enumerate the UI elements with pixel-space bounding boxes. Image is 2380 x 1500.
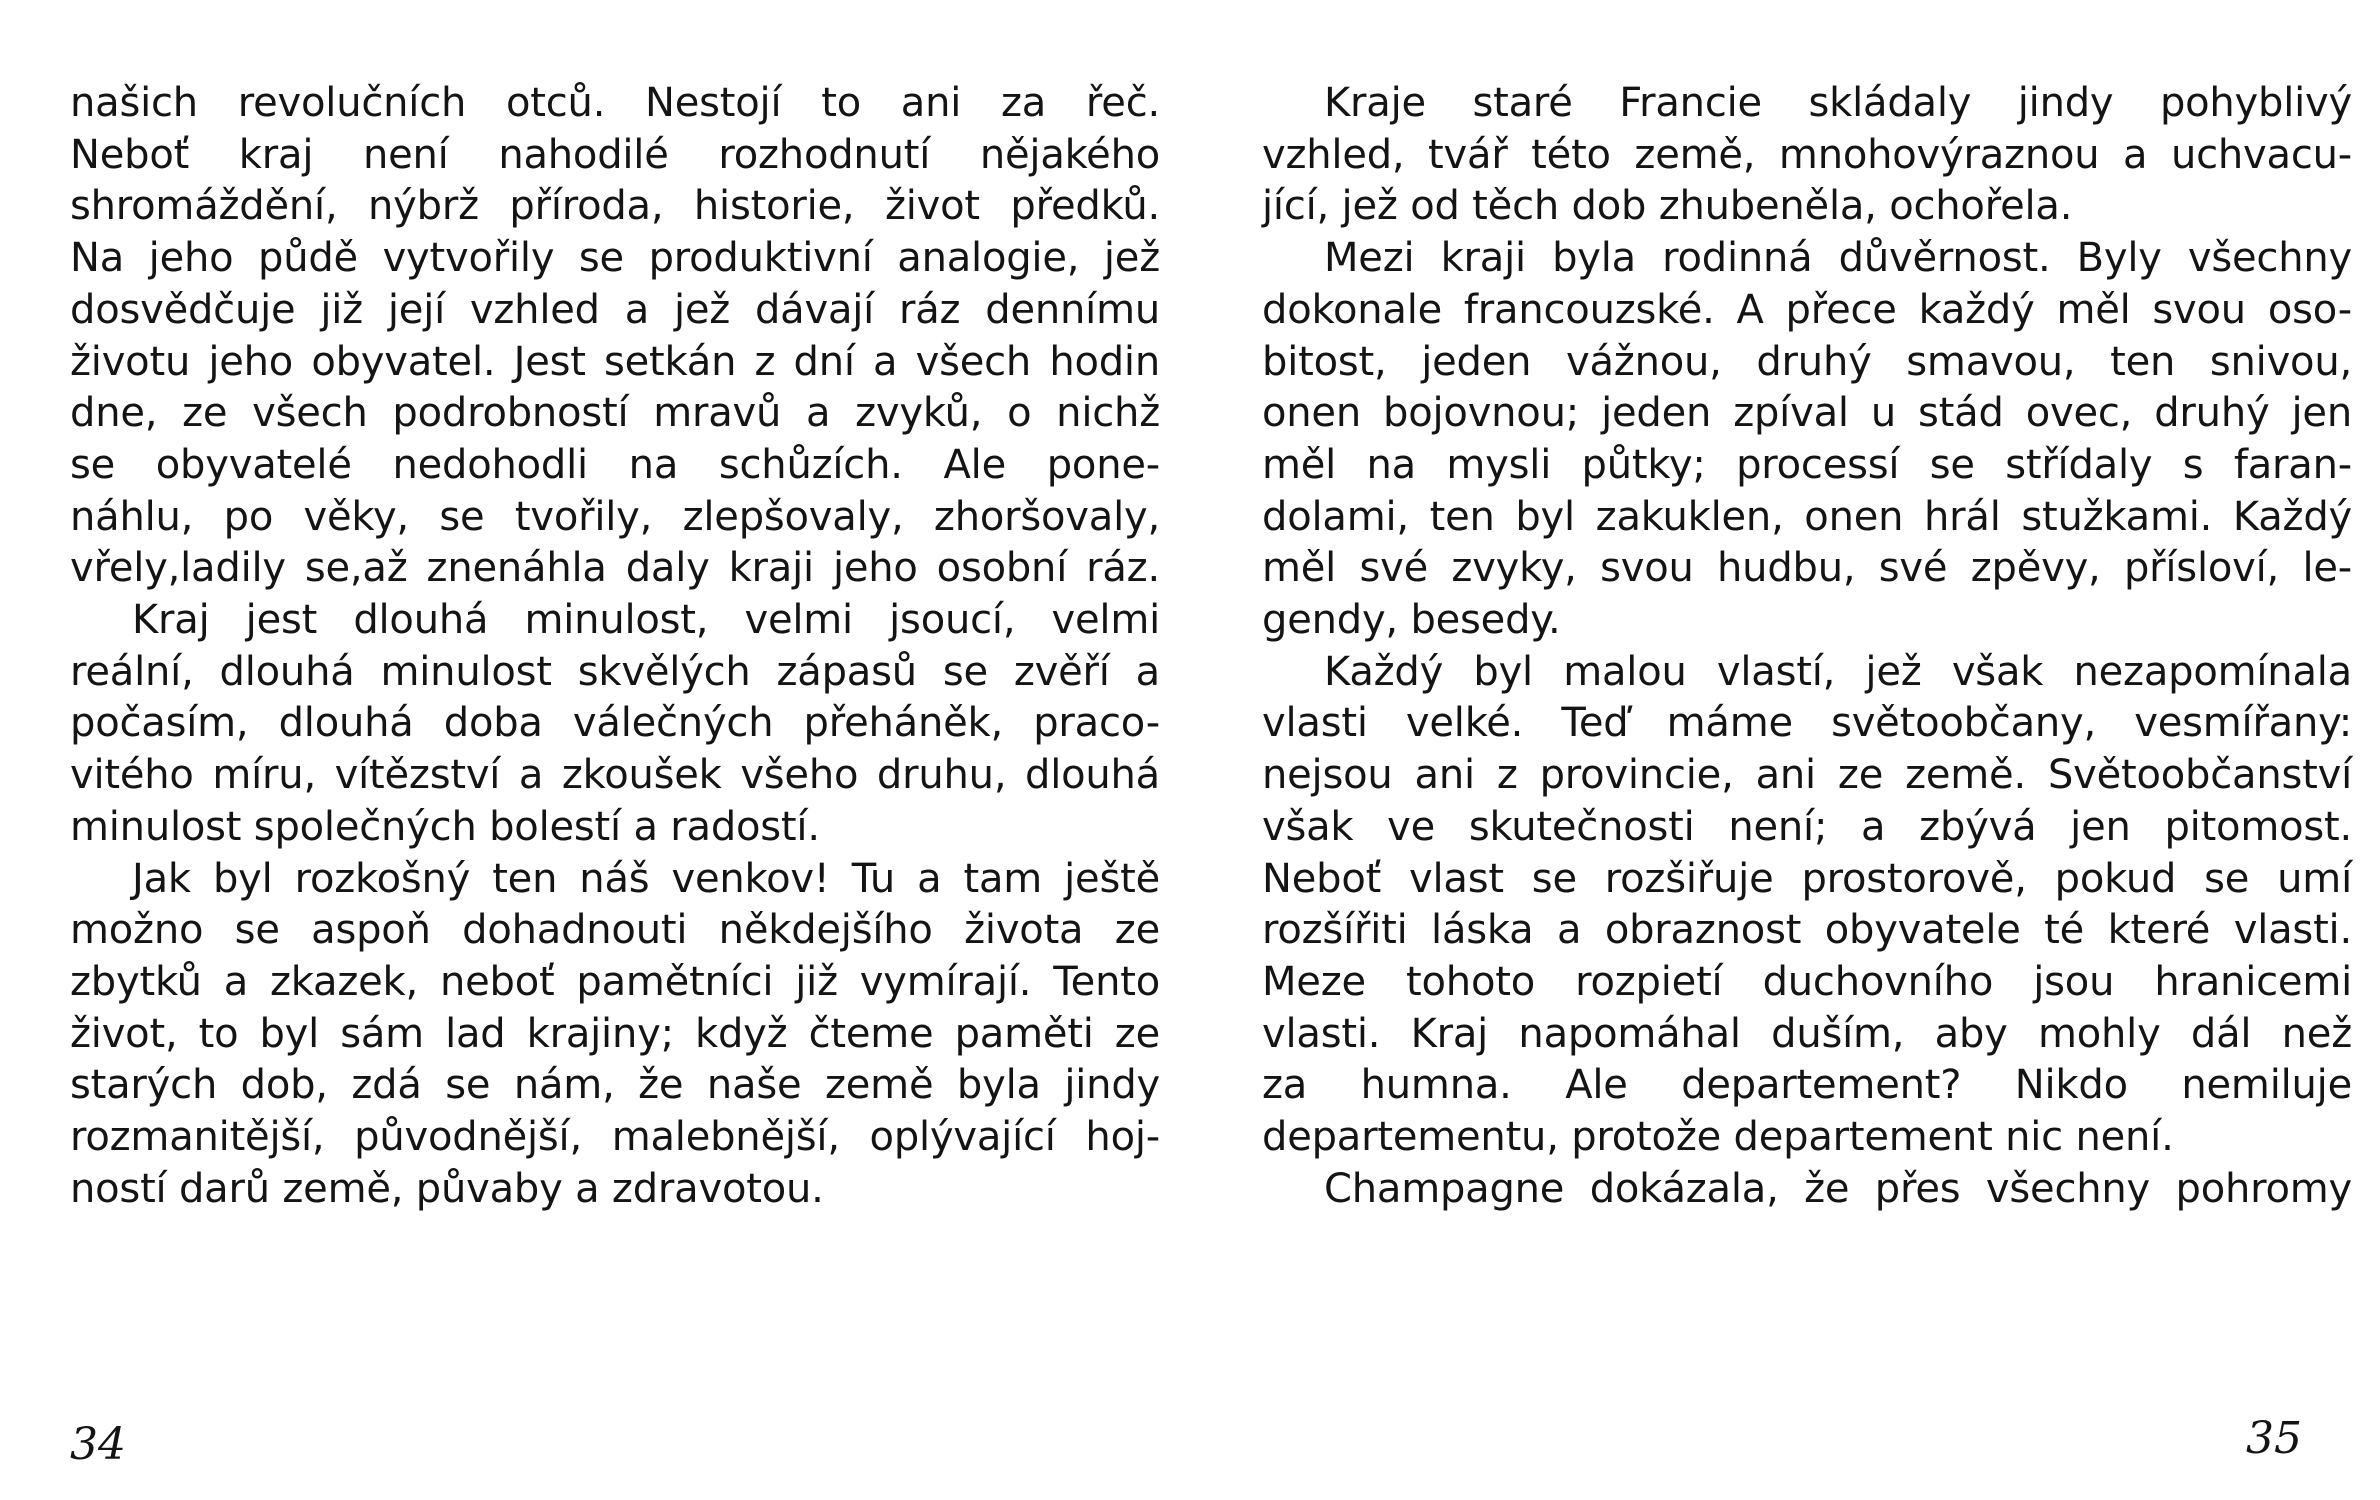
paragraph [1262, 78, 2352, 233]
paragraph [70, 78, 1160, 595]
text-line: shromáždění, nýbrž příroda, historie, život předků. [70, 183, 1160, 230]
page-number-left: 34 [70, 1419, 126, 1470]
paragraph [1262, 1164, 2352, 1216]
text-line: departementu, protože departement nic není. [1262, 1114, 2174, 1161]
text-line: našich revolučních otců. Nestojí to ani za řeč. [70, 80, 1160, 126]
text-line: nejsou ani z provincie, ani ze země. Světoobčanství [1262, 752, 2352, 799]
right-page-text [1262, 78, 2352, 1215]
page-number-right: 35 [2246, 1413, 2302, 1464]
text-line: dokonale francouzské. A přece každý měl svou oso- [1262, 286, 2352, 333]
text-line: Champagne dokázala, že přes všechny pohromy [1324, 1165, 2352, 1212]
text-line: vlasti. Kraj napomáhal duším, aby mohly dál než [1262, 1010, 2352, 1057]
paragraph [70, 595, 1160, 854]
text-line: život, to byl sám lad krajiny; když čteme paměti ze [70, 1010, 1160, 1057]
text-line: vlasti velké. Teď máme světoobčany, vesmířany: [1262, 700, 2352, 747]
text-line: vzhled, tvář této země, mnohovýraznou a uchvacu- [1262, 131, 2352, 178]
paragraph [70, 854, 1160, 1216]
text-line: měl na mysli půtky; processí se střídaly s faran- [1262, 441, 2352, 488]
text-line: životu jeho obyvatel. Jest setkán z dní a všech hodin [70, 338, 1160, 385]
text-line: Každý byl malou vlastí, jež však nezapomínala [1324, 648, 2352, 695]
text-line: Kraj jest dlouhá minulost, velmi jsoucí, velmi [132, 597, 1160, 644]
text-line: měl své zvyky, svou hudbu, své zpěvy, přísloví, le- [1262, 545, 2352, 592]
text-line: dosvědčuje již její vzhled a jež dávají ráz dennímu [70, 286, 1160, 333]
text-line: vitého míru, vítězství a zkoušek všeho druhu, dlouhá [70, 752, 1160, 799]
text-line: vřely,ladily se,až znenáhla daly kraji jeho osobní ráz. [70, 545, 1160, 592]
text-line: dolami, ten byl zakuklen, onen hrál stužkami. Každý [1262, 493, 2352, 540]
paragraph [1262, 647, 2352, 1164]
text-line: jící, jež od těch dob zhubeněla, ochořela. [1262, 183, 2073, 230]
text-line: rozšířiti láska a obraznost obyvatele té které vlasti. [1262, 907, 2352, 954]
text-line: počasím, dlouhá doba válečných přeháněk, praco- [70, 700, 1160, 747]
text-line: možno se aspoň dohadnouti někdejšího života ze [70, 907, 1160, 954]
text-line: bitost, jeden vážnou, druhý smavou, ten snivou, [1262, 338, 2352, 385]
text-line: minulost společných bolestí a radostí. [70, 803, 820, 850]
text-line: za humna. Ale departement? Nikdo nemiluje [1262, 1062, 2352, 1109]
left-page [70, 78, 1160, 1478]
paragraph [1262, 233, 2352, 647]
text-line: se obyvatelé nedohodli na schůzích. Ale pone- [70, 441, 1160, 488]
text-line: Kraje staré Francie skládaly jindy pohyblivý [1324, 80, 2352, 126]
text-line: onen bojovnou; jeden zpíval u stád ovec, druhý jen [1262, 390, 2352, 437]
text-line: Neboť kraj není nahodilé rozhodnutí nějakého [70, 131, 1160, 178]
text-line: ností darů země, půvaby a zdravotou. [70, 1165, 824, 1212]
text-line: reální, dlouhá minulost skvělých zápasů se zvěří a [70, 648, 1160, 695]
text-line: rozmanitější, původnější, malebnější, oplývající hoj- [70, 1114, 1160, 1161]
text-line: gendy, besedy. [1262, 597, 1561, 644]
text-line: Meze tohoto rozpietí duchovního jsou hranicemi [1262, 958, 2352, 1005]
text-line: Jak byl rozkošný ten náš venkov! Tu a tam ještě [132, 855, 1160, 902]
text-line: náhlu, po věky, se tvořily, zlepšovaly, zhoršovaly, [70, 493, 1160, 540]
text-line: Mezi kraji byla rodinná důvěrnost. Byly všechny [1324, 235, 2352, 282]
right-page [1262, 78, 2352, 1478]
text-line: starých dob, zdá se nám, že naše země byla jindy [70, 1062, 1160, 1109]
text-line: Na jeho půdě vytvořily se produktivní analogie, jež [70, 235, 1160, 282]
text-line: zbytků a zkazek, neboť pamětníci již vymírají. Tento [70, 958, 1160, 1005]
text-line: Neboť vlast se rozšiřuje prostorově, pokud se umí [1262, 855, 2352, 902]
left-page-text [70, 78, 1160, 1215]
text-line: dne, ze všech podrobností mravů a zvyků, o nichž [70, 390, 1160, 437]
text-line: však ve skutečnosti není; a zbývá jen pitomost. [1262, 803, 2352, 850]
